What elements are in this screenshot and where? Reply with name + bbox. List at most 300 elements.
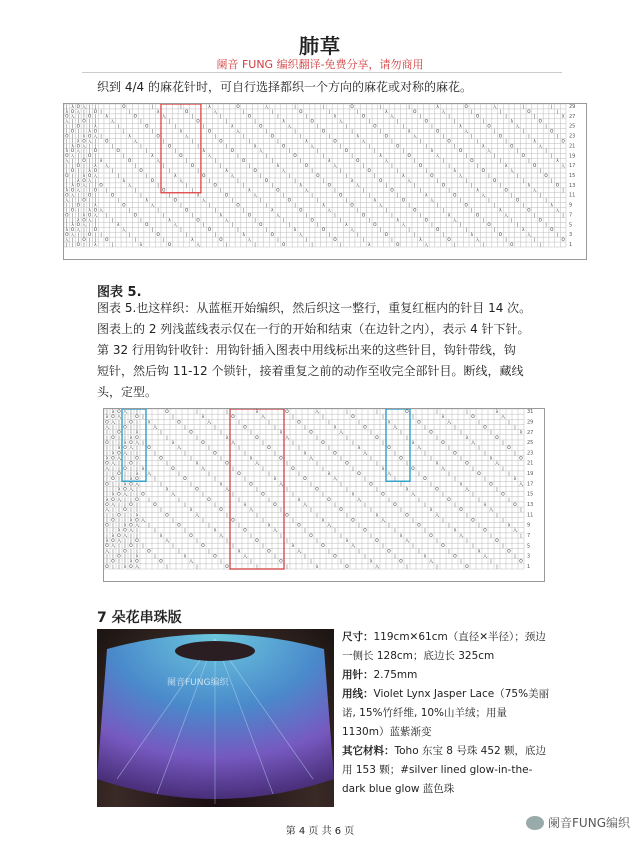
chart-symbol: | xyxy=(482,217,484,223)
chart-symbol: 入 xyxy=(150,202,155,208)
chart-symbol: O xyxy=(213,451,217,457)
chart-symbol: | xyxy=(412,518,414,524)
chart-symbol: O xyxy=(310,118,314,124)
chart-symbol: | xyxy=(551,177,553,183)
chart-symbol: | xyxy=(191,138,194,144)
chart-symbol: 入 xyxy=(104,549,110,555)
chart-symbol: | xyxy=(66,217,68,223)
chart-symbol: O xyxy=(88,133,92,139)
chart-symbol: | xyxy=(379,128,382,134)
chart-symbol: | xyxy=(374,148,376,154)
chart-symbol: O xyxy=(544,172,548,178)
chart-symbol: λ xyxy=(279,430,283,436)
row-number: 1 xyxy=(527,563,531,570)
chart-symbol: | xyxy=(394,554,396,560)
chart-symbol: | xyxy=(191,113,194,119)
chart-symbol: | xyxy=(286,564,288,570)
chart-symbol: | xyxy=(357,108,359,114)
chart-symbol: O xyxy=(255,539,259,545)
chart-symbol: λ xyxy=(429,508,433,514)
chart-symbol: | xyxy=(94,197,97,203)
chart-symbol: | xyxy=(124,502,126,508)
chart-symbol: | xyxy=(142,415,144,421)
chart-symbol: | xyxy=(522,202,524,208)
row-number: 27 xyxy=(569,113,576,120)
chart-symbol: O xyxy=(285,410,289,416)
chart-symbol: O xyxy=(367,167,371,173)
chart-symbol: O xyxy=(447,497,451,503)
chart-symbol: λ xyxy=(237,549,241,555)
chart-symbol: | xyxy=(208,523,210,529)
chart-symbol: O xyxy=(201,544,205,550)
chart-symbol: O xyxy=(129,544,133,550)
chart-symbol: 入 xyxy=(264,104,269,109)
chart-symbol: 入 xyxy=(213,108,218,114)
chart-symbol: λ xyxy=(135,430,139,436)
chart-symbol: | xyxy=(123,153,125,159)
chart-symbol: O xyxy=(105,138,109,144)
chart-symbol: λ xyxy=(453,528,457,534)
chart-symbol: 入 xyxy=(76,227,81,233)
chart-symbol: | xyxy=(106,533,108,539)
chart-symbol: 入 xyxy=(76,108,81,114)
chart-symbol: | xyxy=(174,123,176,129)
chart-symbol: | xyxy=(248,138,251,144)
chart-symbol: | xyxy=(196,435,198,441)
chart-symbol: 入 xyxy=(332,163,338,169)
chart-symbol: λ xyxy=(165,487,169,493)
chart-symbol: | xyxy=(514,451,516,457)
chart-symbol: | xyxy=(448,471,450,477)
chart-symbol: λ xyxy=(168,217,171,223)
chart-symbol: | xyxy=(130,415,132,421)
chart-symbol: | xyxy=(71,241,74,247)
chart-symbol: O xyxy=(105,236,109,242)
photo-watermark: 阑音FUNG编织 xyxy=(167,678,229,688)
chart-symbol: λ xyxy=(533,138,536,144)
chart-symbol: | xyxy=(370,533,372,539)
chart-symbol: | xyxy=(106,410,108,416)
chart-symbol: | xyxy=(112,564,114,570)
chart-symbol: O xyxy=(458,148,463,154)
chart-symbol: | xyxy=(106,187,108,193)
chart-symbol: | xyxy=(232,466,234,472)
chart-symbol: | xyxy=(130,410,132,416)
chart-symbol: | xyxy=(490,559,492,565)
chart-symbol: λ xyxy=(293,227,297,233)
chart-symbol: | xyxy=(406,435,408,441)
chart-symbol: O xyxy=(219,138,223,144)
chart-symbol: O xyxy=(110,192,115,198)
chart-symbol: | xyxy=(397,192,399,198)
chart-symbol: λ xyxy=(411,440,415,446)
chart-symbol: 入 xyxy=(464,128,469,134)
chart-symbol: | xyxy=(394,528,396,534)
chart-symbol: 入 xyxy=(170,492,176,498)
chart-symbol: | xyxy=(106,212,108,218)
chart-symbol: | xyxy=(130,549,132,555)
chart-symbol: | xyxy=(118,549,120,555)
chart-symbol: | xyxy=(208,177,211,183)
chart-symbol: O xyxy=(129,420,133,426)
chart5-heading: 图表 5. xyxy=(97,285,142,300)
chart-symbol: O xyxy=(384,133,388,139)
chart-symbol: | xyxy=(460,430,462,436)
chart-symbol: 入 xyxy=(404,539,410,545)
chart-symbol: λ xyxy=(159,533,163,539)
chart-symbol: | xyxy=(514,425,516,431)
chart-symbol: | xyxy=(328,420,330,426)
chart-symbol: λ xyxy=(385,108,388,114)
chart-symbol: | xyxy=(83,113,85,119)
chart-symbol: | xyxy=(502,466,504,472)
chart-symbol: | xyxy=(256,564,258,570)
chart-symbol: | xyxy=(400,508,402,514)
chart-symbol: λ xyxy=(145,197,148,203)
chart-symbol: | xyxy=(124,461,126,467)
chart-symbol: | xyxy=(178,549,180,555)
chart-symbol: λ xyxy=(453,167,457,173)
chart-symbol: λ xyxy=(135,513,139,519)
chart-symbol: O xyxy=(105,461,109,467)
chart-symbol: O xyxy=(299,108,303,114)
chart-symbol: | xyxy=(412,415,414,421)
row-number: 11 xyxy=(527,512,534,519)
chart-symbol: O xyxy=(345,564,349,570)
chart-symbol: | xyxy=(345,123,348,129)
chart-symbol: | xyxy=(136,420,138,426)
chart-symbol: λ xyxy=(499,207,502,213)
chart-symbol: λ xyxy=(151,153,154,159)
chart-symbol: 入 xyxy=(224,217,229,223)
chart-symbol: 入 xyxy=(173,222,178,228)
chart-symbol: | xyxy=(496,487,498,493)
chart-symbol: | xyxy=(112,471,114,477)
chart-symbol: 入 xyxy=(81,182,87,188)
chart-symbol: | xyxy=(128,108,131,114)
chart-symbol: λ xyxy=(65,108,69,114)
chart-symbol: | xyxy=(424,502,426,508)
chart-symbol: | xyxy=(292,518,294,524)
chart-symbol: O xyxy=(82,236,86,242)
chart-symbol: λ xyxy=(135,554,139,560)
chart-symbol: O xyxy=(507,549,511,555)
chart-symbol: | xyxy=(265,153,268,159)
wechat-icon xyxy=(526,816,544,830)
chart-symbol: | xyxy=(471,133,473,139)
chart-symbol: | xyxy=(334,187,336,193)
chart-symbol: | xyxy=(66,207,68,213)
chart-symbol: | xyxy=(400,430,402,436)
chart-symbol: O xyxy=(247,212,252,218)
chart-symbol: | xyxy=(112,425,114,431)
chart-symbol: | xyxy=(151,104,154,109)
chart-symbol: 入 xyxy=(201,197,206,203)
chart-symbol: λ xyxy=(139,241,143,247)
chart-symbol: | xyxy=(346,487,348,493)
chart-symbol: | xyxy=(151,128,154,134)
chart-symbol: O xyxy=(184,207,189,213)
chart-symbol: | xyxy=(71,133,74,139)
chart-symbol: O xyxy=(441,544,445,550)
chart-symbol: | xyxy=(83,148,85,154)
chart-symbol: | xyxy=(294,128,296,134)
chart-symbol: λ xyxy=(504,163,508,169)
chart-symbol: | xyxy=(250,533,252,539)
chart-symbol: | xyxy=(502,544,504,550)
chart-symbol: λ xyxy=(253,143,257,149)
chart-symbol: | xyxy=(124,544,126,550)
chart-symbol: | xyxy=(472,492,474,498)
chart-symbol: | xyxy=(460,559,462,565)
chart-symbol: λ xyxy=(333,113,337,119)
chart-symbol: O xyxy=(117,430,121,436)
chart-symbol: | xyxy=(111,241,114,247)
chart-symbol: | xyxy=(274,451,276,457)
chart-symbol: | xyxy=(496,564,498,570)
chart-symbol: | xyxy=(94,236,97,242)
chart-symbol: | xyxy=(112,513,114,519)
chart-symbol: 入 xyxy=(98,207,104,213)
chart-symbol: | xyxy=(117,123,119,129)
chart-symbol: | xyxy=(214,158,216,164)
chart-symbol: λ xyxy=(195,461,199,467)
chart-symbol: | xyxy=(140,217,142,223)
chart-symbol: λ xyxy=(248,187,251,193)
chart-symbol: O xyxy=(309,533,313,539)
chart-symbol: | xyxy=(334,212,336,218)
chart-symbol: 入 xyxy=(128,446,134,452)
chart-symbol: O xyxy=(291,466,295,472)
row-number: 11 xyxy=(569,192,576,199)
chart-symbol: λ xyxy=(82,212,86,218)
chart-symbol: O xyxy=(122,202,126,208)
chart-symbol: O xyxy=(207,227,212,233)
chart-symbol: O xyxy=(105,544,109,550)
chart-symbol: | xyxy=(556,232,559,238)
chart-symbol: | xyxy=(214,477,216,483)
chart-symbol: | xyxy=(317,222,319,228)
chart-symbol: λ xyxy=(402,172,405,178)
chart-symbol: λ xyxy=(299,182,302,188)
chart-symbol: O xyxy=(177,420,181,426)
chart-symbol: | xyxy=(88,158,91,164)
chart-symbol: O xyxy=(127,158,132,164)
chart-symbol: | xyxy=(185,232,188,238)
chart-symbol: | xyxy=(397,167,399,173)
chart-symbol: λ xyxy=(423,554,427,560)
chart-symbol: λ xyxy=(94,202,97,208)
chart-symbol: O xyxy=(270,133,274,139)
chart-symbol: | xyxy=(265,128,268,134)
chart-symbol: O xyxy=(264,177,269,183)
chart-symbol: | xyxy=(83,241,85,247)
chart-symbol: O xyxy=(135,539,139,545)
chart-symbol: O xyxy=(357,471,361,477)
chart-symbol: | xyxy=(334,502,336,508)
chart-symbol: O xyxy=(76,104,80,109)
chart-symbol: | xyxy=(520,508,522,514)
chart-symbol: | xyxy=(391,163,393,169)
chart-symbol: | xyxy=(197,167,199,173)
chart-symbol: | xyxy=(242,133,245,139)
chart-symbol: λ xyxy=(321,518,325,524)
chart-symbol: | xyxy=(419,212,422,218)
chart-symbol: O xyxy=(111,456,115,462)
chart-symbol: O xyxy=(285,513,289,519)
chart-symbol: | xyxy=(118,559,120,565)
chart-symbol: O xyxy=(459,508,463,514)
chart-symbol: λ xyxy=(424,192,428,198)
chart-symbol: O xyxy=(532,163,537,169)
row-number: 27 xyxy=(527,429,534,436)
chart-symbol: 入 xyxy=(355,182,360,188)
chart-symbol: O xyxy=(498,232,503,238)
chart-symbol: | xyxy=(88,123,91,129)
chart-symbol: 入 xyxy=(281,167,286,173)
chart-symbol: O xyxy=(510,241,514,247)
chart-symbol: O xyxy=(65,232,69,238)
chart-symbol: | xyxy=(511,217,513,223)
chart-symbol: | xyxy=(460,456,462,462)
chart-symbol: | xyxy=(533,113,536,119)
section7-heading: 7 朵花串珠版 xyxy=(97,610,182,626)
chart-symbol: O xyxy=(521,153,525,159)
chart-symbol: 入 xyxy=(110,420,116,426)
chart-symbol: | xyxy=(442,492,444,498)
chart-symbol: | xyxy=(191,187,194,193)
chart-symbol: | xyxy=(459,197,462,203)
chart-symbol: O xyxy=(189,430,193,436)
chart-symbol: | xyxy=(436,410,438,416)
chart-symbol: | xyxy=(136,487,138,493)
chart-symbol: | xyxy=(184,451,186,457)
chart-symbol: O xyxy=(76,222,80,228)
chart-symbol: | xyxy=(436,564,438,570)
chart-symbol: | xyxy=(478,497,480,503)
chart-symbol: | xyxy=(214,502,216,508)
chart-symbol: O xyxy=(339,508,343,514)
chart-symbol: λ xyxy=(249,456,253,462)
page-number: 第 4 页 共 6 页 xyxy=(285,826,355,837)
chart-symbol: | xyxy=(88,108,91,114)
spec-size: 尺寸：119cm✕61cm（直径✕半径）；颈边一侧长 128cm；底边长 325cm xyxy=(342,631,546,662)
chart-symbol: | xyxy=(118,508,120,514)
chart-symbol: | xyxy=(242,182,245,188)
chart-symbol: | xyxy=(300,133,302,139)
chart-symbol: | xyxy=(490,533,492,539)
chart-symbol: 入 xyxy=(116,415,122,421)
chart-symbol: | xyxy=(118,523,120,529)
chart-symbol: | xyxy=(106,435,108,441)
chart-symbol: | xyxy=(294,177,296,183)
chart-symbol: | xyxy=(136,508,138,514)
chart-symbol: 入 xyxy=(122,492,128,498)
chart-symbol: | xyxy=(180,227,182,233)
chart-symbol: | xyxy=(77,192,79,198)
chart-symbol: O xyxy=(423,477,427,483)
chart-symbol: 入 xyxy=(446,420,452,426)
chart-symbol: λ xyxy=(345,539,349,545)
chart-symbol: O xyxy=(70,108,75,114)
chart-symbol: O xyxy=(213,554,217,560)
chart-symbol: | xyxy=(516,222,519,228)
chart-symbol: 入 xyxy=(76,148,81,154)
chart-symbol: | xyxy=(418,471,420,477)
chart-symbol: | xyxy=(436,202,439,208)
chart-symbol: | xyxy=(385,207,388,213)
chart-symbol: | xyxy=(202,492,204,498)
chart-symbol: O xyxy=(65,153,69,159)
chart-symbol: O xyxy=(70,128,75,134)
chart-symbol: | xyxy=(106,528,108,534)
chart-symbol: 入 xyxy=(184,133,189,139)
header-divider xyxy=(82,72,562,73)
chart-symbol: | xyxy=(305,236,308,242)
chart-symbol: | xyxy=(328,232,330,238)
chart-symbol: | xyxy=(292,440,294,446)
chart-symbol: | xyxy=(493,227,496,233)
chart-symbol: O xyxy=(76,202,80,208)
chart-symbol: O xyxy=(88,232,92,238)
chart-symbol: 入 xyxy=(308,456,314,462)
chart-symbol: O xyxy=(171,466,175,472)
chart-symbol: | xyxy=(136,461,138,467)
chart-symbol: λ xyxy=(105,415,109,421)
chart-symbol: λ xyxy=(213,528,217,534)
chart-symbol: | xyxy=(339,241,342,247)
chart-symbol: O xyxy=(133,212,137,218)
chart-symbol: O xyxy=(475,113,480,119)
chart-symbol: | xyxy=(322,104,325,109)
chart-symbol: | xyxy=(118,564,120,570)
chart-symbol: O xyxy=(70,167,75,173)
chart-symbol: | xyxy=(370,430,372,436)
chart-symbol: | xyxy=(388,523,390,529)
chart-symbol: | xyxy=(556,133,559,139)
chart-symbol: λ xyxy=(550,202,553,208)
chart-symbol: | xyxy=(130,492,132,498)
chart-symbol: 入 xyxy=(110,544,116,550)
chart-symbol: 入 xyxy=(500,415,506,421)
chart-symbol: λ xyxy=(477,549,481,555)
chart-symbol: 入 xyxy=(486,148,492,154)
chart-symbol: | xyxy=(66,138,68,144)
chart-symbol: | xyxy=(459,222,462,228)
chart-symbol: | xyxy=(112,554,114,560)
chart-symbol: O xyxy=(242,158,246,164)
chart-symbol: | xyxy=(262,544,264,550)
chart-symbol: | xyxy=(298,446,300,452)
chart-symbol: | xyxy=(310,508,312,514)
chart-symbol: | xyxy=(208,202,211,208)
chart-symbol: | xyxy=(88,143,91,149)
chart-symbol: | xyxy=(412,544,414,550)
chart-symbol: O xyxy=(356,158,360,164)
chart-symbol: 入 xyxy=(110,461,116,467)
chart-symbol: | xyxy=(364,477,366,483)
row-number: 29 xyxy=(527,419,534,426)
chart-symbol: | xyxy=(154,477,156,483)
chart-symbol: | xyxy=(316,513,318,519)
chart-symbol: | xyxy=(376,410,378,416)
chart-symbol: | xyxy=(288,148,291,154)
chart-symbol: | xyxy=(166,435,168,441)
chart-symbol: | xyxy=(225,118,228,124)
chart-symbol: O xyxy=(561,138,565,144)
chart-symbol: | xyxy=(562,212,564,218)
chart-symbol: | xyxy=(288,172,291,178)
